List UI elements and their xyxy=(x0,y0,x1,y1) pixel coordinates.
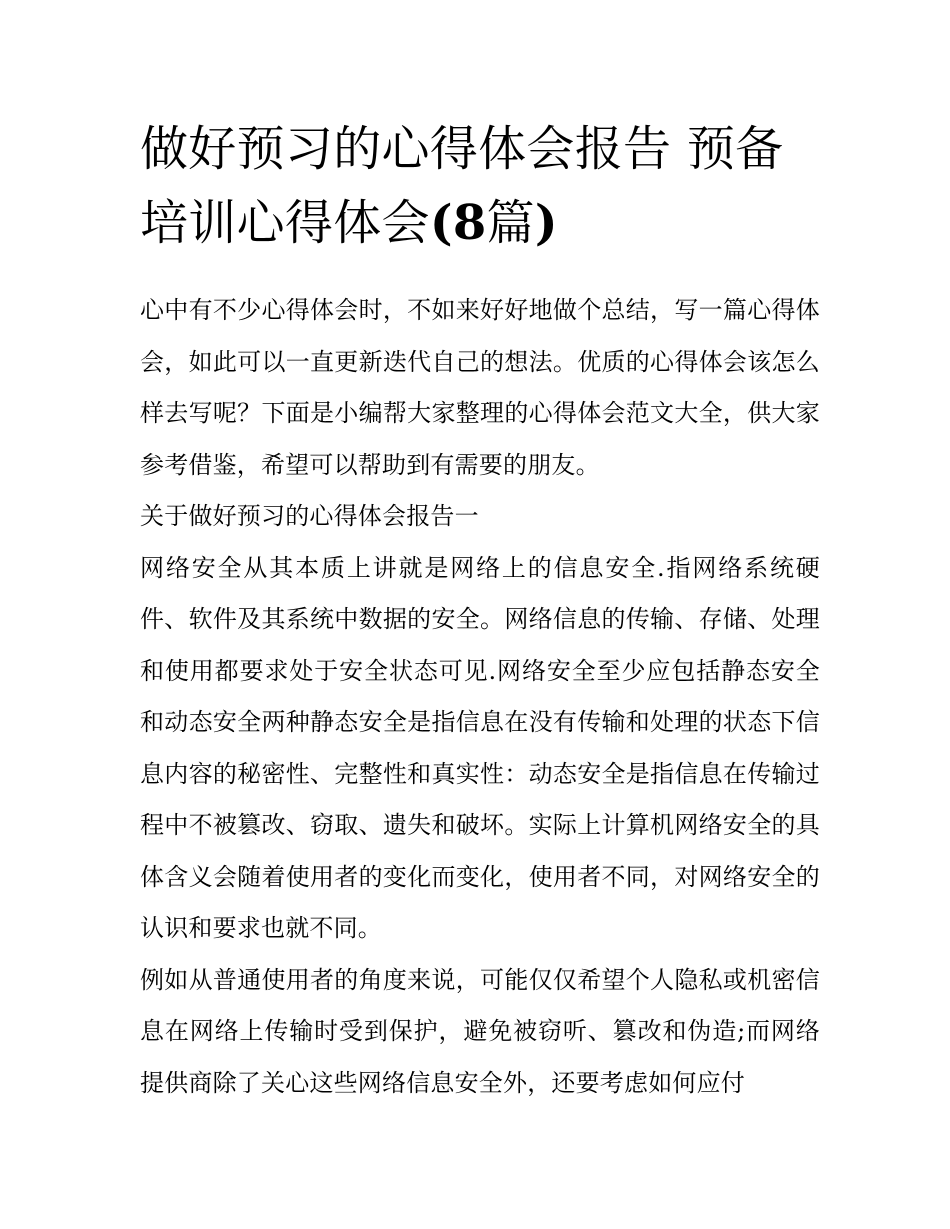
intro-paragraph: 心中有不少心得体会时，不如来好好地做个总结，写一篇心得体会，如此可以一直更新迭代自己的想法。优质的心得体会该怎么样去写呢？下面是小编帮大家整理的心得体会范文大全，供大家参考借鉴，希望可以帮助到有需要的朋友。 xyxy=(140,296,820,479)
title-number: (8 xyxy=(429,195,487,251)
document-body xyxy=(140,285,820,1109)
body-paragraph: 例如从普通使用者的角度来说，可能仅仅希望个人隐私或机密信息在网络上传输时受到保护，避免被窃听、篡改和伪造;而网络提供商除了关心这些网络信息安全外，还要考虑如何应付 xyxy=(140,965,820,1097)
section-heading: 关于做好预习的心得体会报告一 xyxy=(140,502,479,530)
document-title: 做好预习的心得体会报告 预备培训心得体会(8篇) xyxy=(140,121,784,251)
document-page xyxy=(140,112,820,1109)
title-close-paren: ) xyxy=(534,195,558,251)
body-paragraph: 网络安全从其本质上讲就是网络上的信息安全.指网络系统硬件、软件及其系统中数据的安全。网络信息的传输、存储、处理和使用都要求处于安全状态可见.网络安全至少应包括静态安全和动态安全两种静态安全是指信息在没有传输和处理的状态下信息内容的秘密性、完整性和真实性：动态安全是指信息在传输过程中不被篡改、窃取、遗失和破坏。实际上计算机网络安全的具体含义会随着使用者的变化而变化，使用者不同，对网络安全的认识和要求也就不同。 xyxy=(140,553,820,942)
